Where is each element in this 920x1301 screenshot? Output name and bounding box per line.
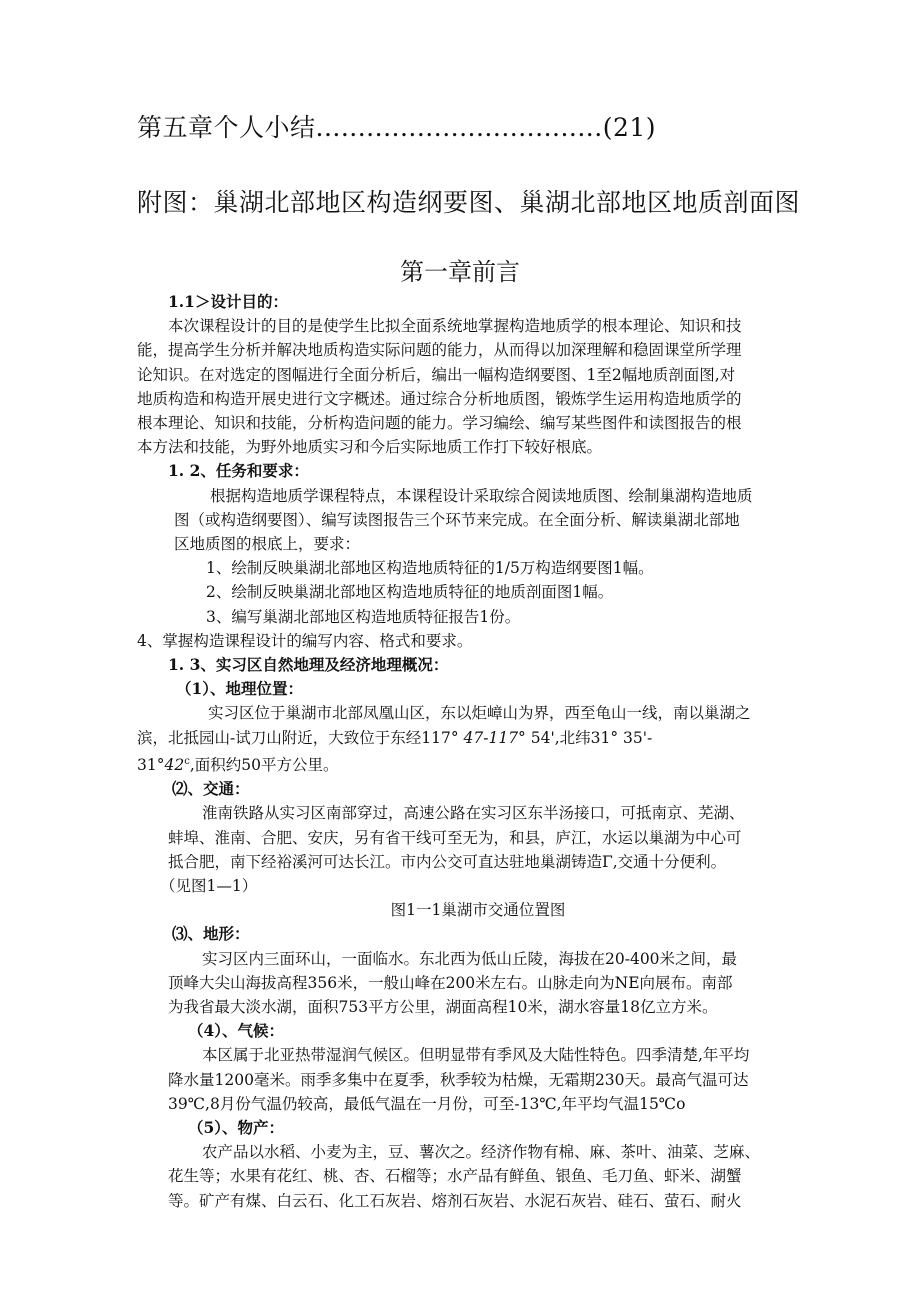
- section-1-3-heading: 1. 3、实习区自然地理及经济地理概况：: [168, 655, 449, 675]
- paragraph-line: [137, 726, 828, 750]
- paragraph-line: 农产品以水稻、小麦为主，豆、薯次之。经济作物有棉、麻、茶叶、油菜、芝麻、: [202, 1143, 761, 1162]
- paragraph-line: 31°42$^c$,面积约50平方公里。: [137, 755, 339, 775]
- paragraph-line: 等。矿产有煤、白云石、化工石灰岩、熔剂石灰岩、水泥石灰岩、硅石、萤石、耐火: [168, 1191, 742, 1210]
- paragraph-line: 实习区内三面环山，一面临水。东北西为低山丘陵，海拔在20-400米之间，最: [202, 949, 738, 968]
- geo-heading: （1）、地理位置：: [176, 679, 304, 699]
- figure-caption: 图1一1巢湖市交通位置图: [390, 901, 566, 920]
- section-1-1-heading: 1.1＞设计目的：: [168, 292, 288, 311]
- paragraph-line: 本区属于北亚热带湿润气候区。但明显带有季风及大陆性特色。四季清楚,年平均: [202, 1046, 750, 1065]
- list-item: 3、编写巢湖北部地区构造地质特征报告1份。: [206, 607, 521, 626]
- paragraph-line: 花生等；水果有花红、桃、杏、石榴等；水产品有鲜鱼、银鱼、毛刀鱼、虾米、湖蟹: [168, 1167, 742, 1186]
- toc-chapter5: 第五章个人小结..................................(21): [137, 113, 657, 142]
- text-run: ,面积约50平方公里。: [189, 756, 339, 775]
- paragraph-line: 本次课程设计的目的是使学生比拟全面系统地掌握构造地质学的根本理论、知识和技: [168, 317, 742, 336]
- section-1-2-heading: 1. 2、任务和要求：: [168, 461, 309, 481]
- paragraph-line: 本方法和技能，为野外地质实习和今后实际地质工作打下较好根底。: [137, 438, 603, 457]
- paragraph-line: 为我省最大淡水湖，面积753平方公里，湖面高程10米，湖水容量18亿立方米。: [168, 998, 718, 1017]
- paragraph-line: 顶峰大尖山海拔高程356米，一般山峰在200米左右。山脉走向为NE向展布。南部: [168, 973, 733, 992]
- paragraph-line: 图（或构造纲要图）、编写读图报告三个环节来完成。在全面分析、解读巢湖北部地: [174, 510, 740, 529]
- list-item: 4、掌握构造课程设计的编写内容、格式和要求。: [137, 631, 473, 650]
- products-heading: （5）、物产：: [188, 1118, 285, 1138]
- paragraph-line: 降水量1200毫米。雨季多集中在夏季，秋季较为枯燥，无霜期230天。最高气温可达: [168, 1070, 749, 1089]
- paragraph-line: 实习区位于巢湖市北部凤凰山区，东以炬嶂山为界，西至龟山一线，南以巢湖之: [208, 704, 751, 723]
- paragraph-line: 论知识。在对选定的图幅进行全面分析后，编出一幅构造纲要图、1至2幅地质剖面图,对: [137, 365, 736, 384]
- text-run: 31°: [137, 756, 165, 775]
- paragraph-line: （见图1—1）: [160, 877, 258, 896]
- text-run: 54',北纬31° 35'-: [530, 728, 653, 747]
- paragraph-line: 蚌埠、淮南、合肥、安庆，另有省干线可至无为，和县，庐江，水运以巢湖为中心可: [168, 828, 742, 847]
- paragraph-line: 能，提高学生分析并解决地质构造实际问题的能力，从而得以加深理解和稳固课堂所学理: [137, 341, 742, 360]
- chapter-body: [137, 290, 828, 1213]
- appendix-line: 附图：巢湖北部地区构造纲要图、巢湖北部地区地质剖面图: [137, 188, 801, 217]
- climate-heading: （4）、气候：: [188, 1021, 285, 1041]
- list-item: 1、绘制反映巢湖北部地区构造地质特征的1/5万构造纲要图1幅。: [206, 559, 654, 578]
- paragraph-line: 区地质图的根底上，要求：: [174, 535, 361, 554]
- paragraph-line: 抵合肥，南下经裕溪河可达长江。市内公交可直达驻地巢湖铸造Γ,交通十分便利。: [168, 852, 727, 871]
- paragraph-line: 地质构造和构造开展史进行文字概述。通过综合分析地质图，锻炼学生运用构造地质学的: [137, 389, 742, 408]
- text-run-italic: 42: [164, 756, 185, 775]
- text-run-italic: 47-117°: [463, 728, 526, 747]
- terrain-heading: ⑶、地形：: [172, 924, 250, 944]
- traffic-heading: ⑵、交通：: [172, 779, 250, 799]
- paragraph-line: 根本理论、知识和技能，分析构造问题的能力。学习编绘、编写某些图件和读图报告的根: [137, 414, 742, 433]
- paragraph-line: 淮南铁路从实习区南部穿过，高速公路在实习区东半汤接口，可抵南京、芜湖、: [202, 804, 745, 823]
- text-run: 滨，北抵园山-试刀山附近，大致位于东经117°: [137, 728, 459, 747]
- paragraph-line: 39℃,8月份气温仍较高，最低气温在一月份，可至-13℃,年平均气温15℃o: [168, 1094, 686, 1113]
- paragraph-line: 根据构造地质学课程特点，本课程设计采取综合阅读地质图、绘制巢湖构造地质: [210, 486, 753, 505]
- list-item: 2、绘制反映巢湖北部地区构造地质特征的地质剖面图1幅。: [206, 583, 614, 602]
- chapter-title: 第一章前言: [400, 258, 520, 286]
